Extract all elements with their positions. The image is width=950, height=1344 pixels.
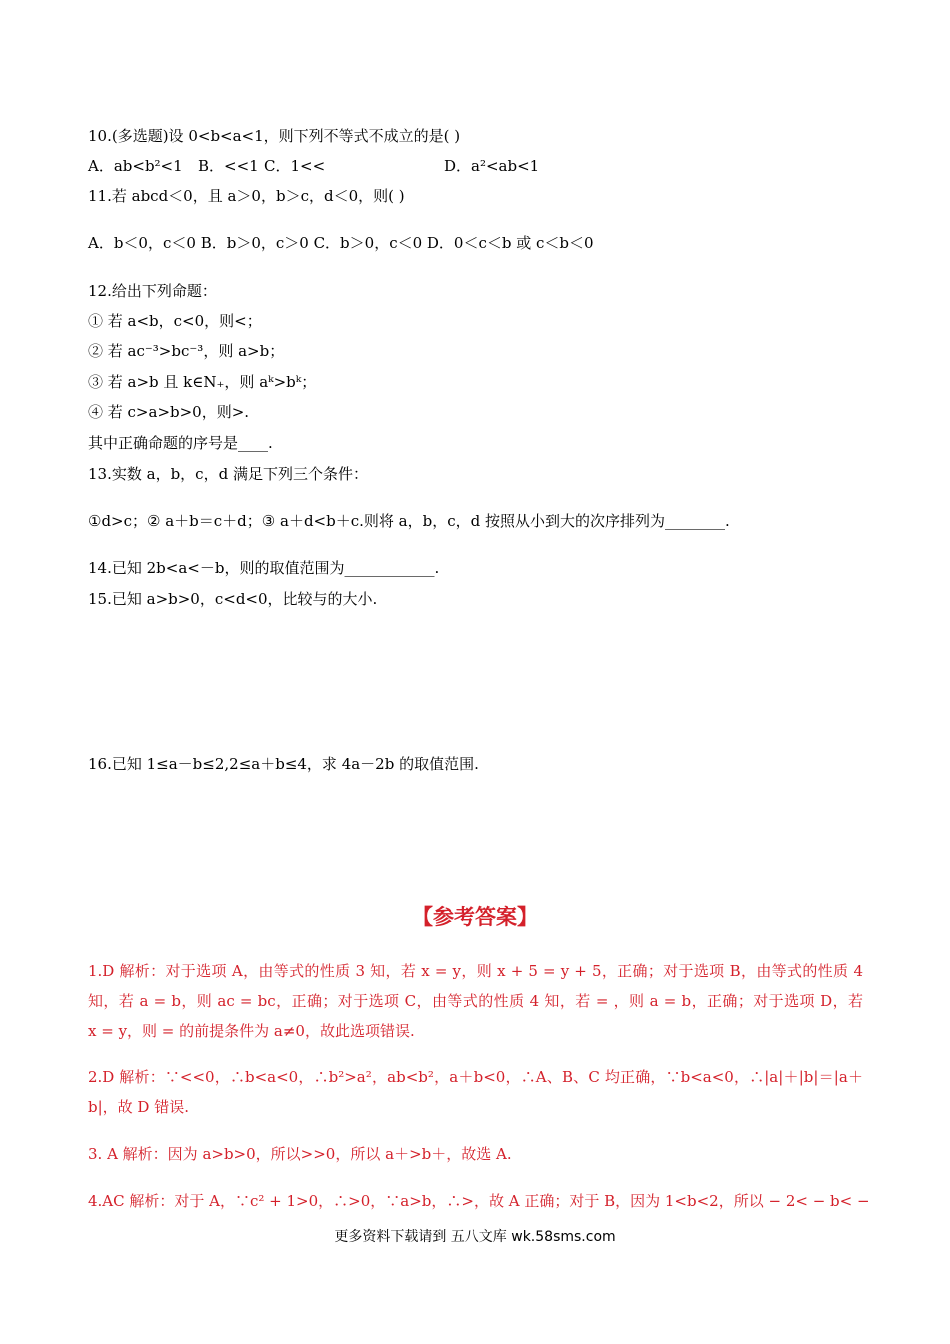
answer-4-line-1: 4.AC 解析：对于 A，∵c² + 1>0，∴>0，∵a>b，∴>，故 A 正确；对于 B，因为 1<b<2，所以 − 2< − b< − [88, 1192, 870, 1210]
q13-stem: 13.实数 a，b，c，d 满足下列三个条件： [88, 465, 368, 483]
footer-download-link[interactable]: 更多资料下载请到 五八文库 wk.58sms.com [334, 1229, 616, 1245]
q13-conditions: ①d>c；② a＋b＝c＋d；③ a＋d<b＋c.则将 a，b，c，d 按照从小到大的次序排列为________. [88, 512, 730, 530]
q12-proposition-4: ④ 若 c>a>b>0，则>. [88, 403, 250, 421]
answer-2-line-1: 2.D 解析：∵<<0，∴b<a<0，∴b²>a²，ab<b²，a＋b<0，∴A、B、C 均正确，∵b<a<0，∴|a|＋|b|＝|a＋ [88, 1068, 863, 1086]
answers-title: 【参考答案】 [412, 904, 538, 929]
q12-stem: 12.给出下列命题： [88, 282, 217, 300]
answer-2 [88, 1062, 863, 1122]
answer-1-line-3: x = y，则 = 的前提条件为 a≠0，故此选项错误. [88, 1022, 415, 1040]
q10-stem: 10.(多选题)设 0<b<a<1，则下列不等式不成立的是( ) [88, 127, 461, 145]
q10-option-a: A．ab<b²<1 [88, 157, 183, 175]
q11-options: A．b＜0，c＜0 B．b＞0，c＞0 C．b＞0，c＜0 D．0＜c＜b 或 c＜b＜0 [88, 234, 594, 252]
q12-proposition-1: ① 若 a<b，c<0，则<； [88, 312, 262, 330]
answer-1-line-2: 知，若 a = b，则 ac = bc，正确；对于选项 C，由等式的性质 4 知，若 = ，则 a = b，正确；对于选项 D，若 [88, 992, 863, 1010]
q11-stem: 11.若 abcd＜0，且 a＞0，b＞c，d＜0，则( ) [88, 187, 405, 205]
answer-1 [88, 956, 863, 1046]
q12-proposition-3: ③ 若 a>b 且 k∈N₊，则 aᵏ>bᵏ； [88, 373, 317, 391]
q16-stem: 16.已知 1≤a－b≤2,2≤a＋b≤4，求 4a－2b 的取值范围. [88, 755, 479, 773]
answer-1-line-1: 1.D 解析：对于选项 A，由等式的性质 3 知，若 x = y，则 x + 5 = y + 5，正确；对于选项 B，由等式的性质 4 [88, 962, 863, 980]
answer-3 [88, 1139, 863, 1169]
answer-3-line-1: 3. A 解析：因为 a>b>0，所以>>0，所以 a＋>b＋，故选 A. [88, 1145, 512, 1163]
q14-stem: 14.已知 2b<a<－b，则的取值范围为____________. [88, 559, 440, 577]
answer-4 [88, 1186, 870, 1216]
q15-stem: 15.已知 a>b>0，c<d<0，比较与的大小. [88, 590, 378, 608]
q12-question: 其中正确命题的序号是____. [88, 434, 273, 452]
q12-proposition-2: ② 若 ac⁻³>bc⁻³，则 a>b； [88, 342, 285, 360]
q10-option-c: C．1<< [264, 157, 326, 175]
answer-2-line-2: b|，故 D 错误. [88, 1098, 189, 1116]
q10-option-b: B．<<1 [198, 157, 259, 175]
q10-option-d: D．a²<ab<1 [444, 157, 540, 175]
